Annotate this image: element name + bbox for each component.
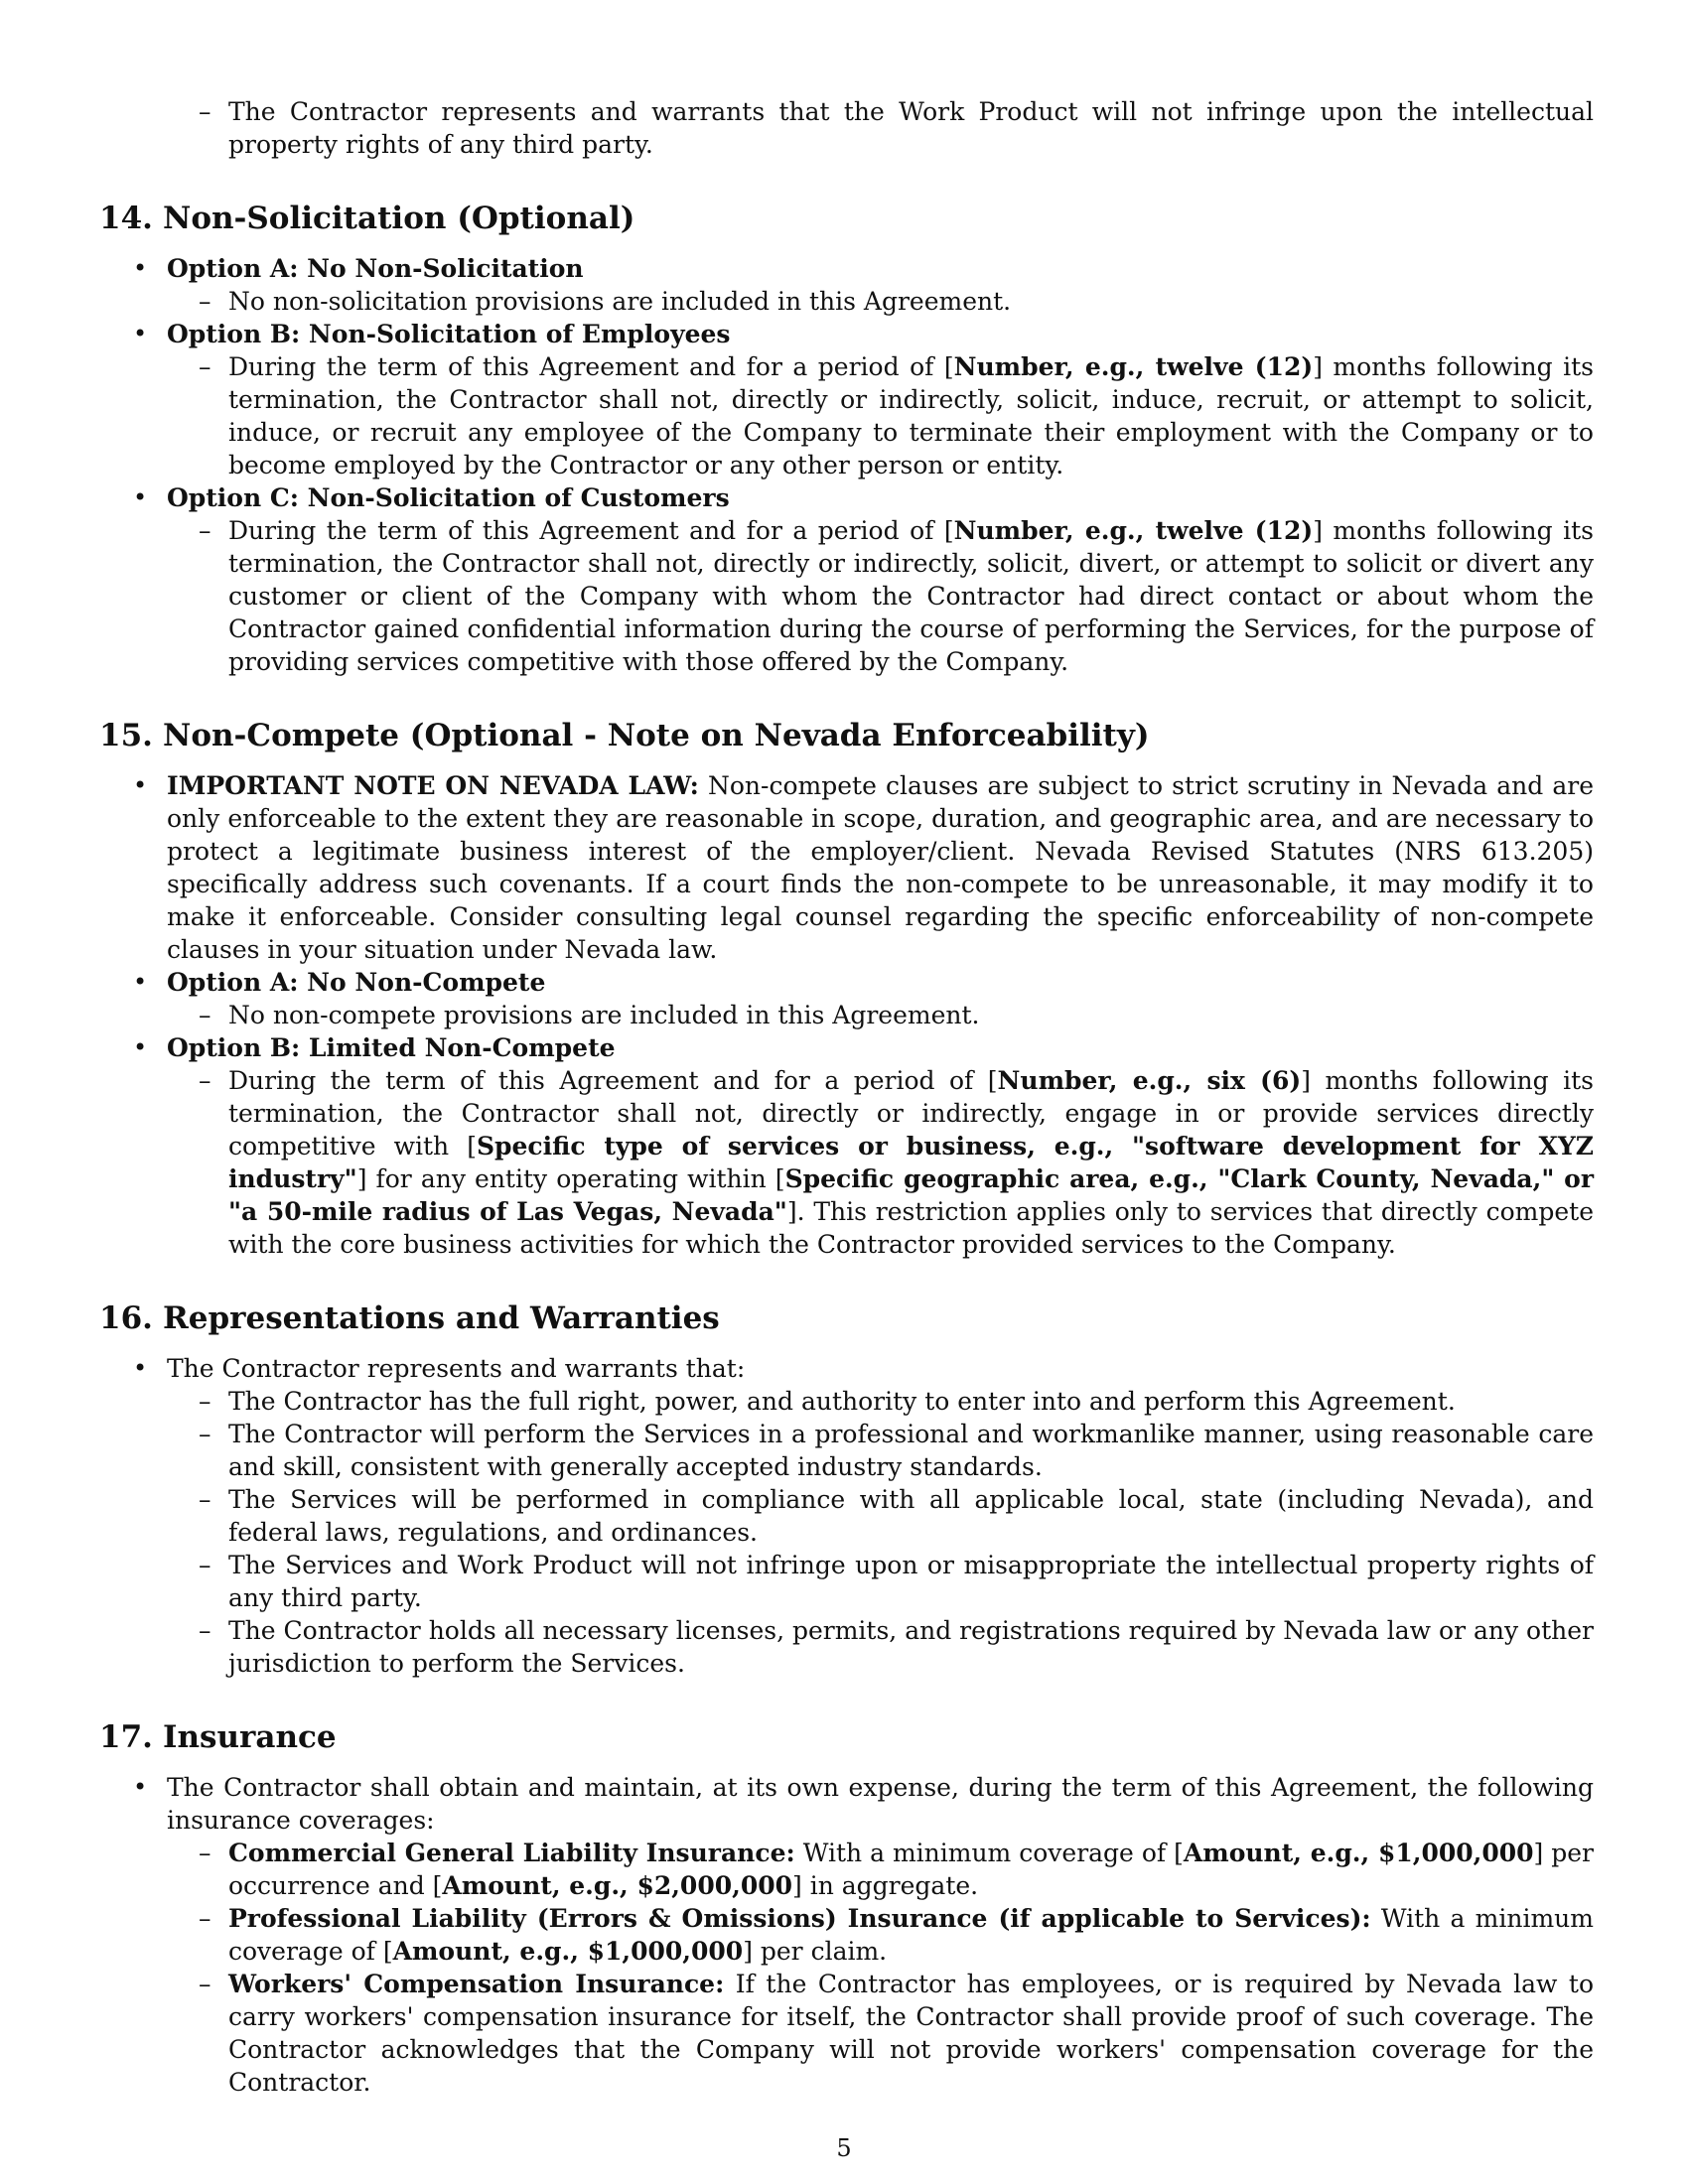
nevada-law-note: • IMPORTANT NOTE ON NEVADA LAW: Non-compete clauses are subject to strict scrutiny in Nevada and are only enforceable to the extent they are reasonable in scope, duration, and geographic area, and are necessary to protect a legitimate business interest of the employer/client. Nevada Revised Statutes (NRS 613.205) specifically address such covenants. If a court finds the non-compete to be unreasonable, it may modify it to make it enforceable. Consider consulting legal counsel regarding the specific enforceability of non-compete clauses in your situation under Nevada law. xyxy=(99,769,1594,966)
workers-comp-item: – Workers' Compensation Insurance: If the Contractor has employees, or is required by Nevada law to carry workers' compensation insurance for itself, the Contractor shall provide proof of such coverage. The Contractor acknowledges that the Company will not provide workers' compensation coverage for the Contractor. xyxy=(167,1968,1594,2099)
list-item: – The Services and Work Product will not infringe upon or misappropriate the intellectual property rights of any third party. xyxy=(167,1549,1594,1614)
option-label: Option B: Non-Solicitation of Employees xyxy=(167,320,731,348)
option-b-item xyxy=(99,1031,1594,1261)
list-item: – The Services will be performed in compliance with all applicable local, state (including Nevada), and federal laws, regulations, and ordinances. xyxy=(167,1483,1594,1549)
section-number: 17. xyxy=(99,1719,153,1755)
intro-list xyxy=(99,95,1594,161)
section-number: 15. xyxy=(99,718,153,753)
intro-warranty-item: – The Contractor represents and warrants that the Work Product will not infringe upon the intellectual property rights of any third party. xyxy=(99,95,1594,161)
professional-liability-item: – Professional Liability (Errors & Omissions) Insurance (if applicable to Services): With a minimum coverage of [Amount, e.g., $1,000,000] per claim. xyxy=(167,1902,1594,1968)
section-16-heading xyxy=(99,1298,1594,1338)
section-15-heading xyxy=(99,716,1594,755)
list-item: – The Contractor will perform the Services in a professional and workmanlike manner, using reasonable care and skill, consistent with generally accepted industry standards. xyxy=(167,1418,1594,1483)
section-15-options xyxy=(99,769,1594,1261)
section-14-heading xyxy=(99,199,1594,238)
list-item: – The Contractor has the full right, power, and authority to enter into and perform this Agreement. xyxy=(167,1385,1594,1418)
option-text: – During the term of this Agreement and for a period of [Number, e.g., six (6)] months following its termination, the Contractor shall not, directly or indirectly, engage in or provide services directly competitive with [Specific type of services or business, e.g., "software development for XYZ industry"] for any entity operating within [Specific geographic area, e.g., "Clark County, Nevada," or "a 50-mile radius of Las Vegas, Nevada"]. This restriction applies only to services that directly compete with the core business activities for which the Contractor provided services to the Company. xyxy=(167,1064,1594,1261)
section-16-list xyxy=(99,1352,1594,1680)
option-text: – During the term of this Agreement and for a period of [Number, e.g., twelve (12)] months following its termination, the Contractor shall not, directly or indirectly, solicit, divert, or attempt to solicit or divert any customer or client of the Company with whom the Contractor had direct contact or about whom the Contractor gained confidential information during the course of performing the Services, for the purpose of providing services competitive with those offered by the Company. xyxy=(167,514,1594,678)
document-body xyxy=(99,95,1594,2099)
option-label: Option B: Limited Non-Compete xyxy=(167,1033,616,1062)
section-title: Non-Solicitation (Optional) xyxy=(163,201,635,236)
option-label: Option C: Non-Solicitation of Customers xyxy=(167,483,730,512)
warranties-lead: • The Contractor represents and warrants that: – The Contractor has the full right, power, and authority to enter into and perform this Agreement. – The Contractor will perform the Services in a professional and workmanlike manner, using reasonable care and skill, consistent with generally accepted industry standards. – The Services will be performed in compliance with all applicable local, state (including Nevada), and federal laws, regulations, and ordinances. – The Services and Work Product will not infringe upon or misappropriate the intellectual property rights of any third party. – The Contractor holds all necessary licenses, permits, and registrations required by Nevada law or any other jurisdiction to perform the Services. xyxy=(99,1352,1594,1680)
option-text: – During the term of this Agreement and for a period of [Number, e.g., twelve (12)] months following its termination, the Contractor shall not, directly or indirectly, solicit, induce, recruit, or attempt to solicit, induce, or recruit any employee of the Company to terminate their employment with the Company or to become employed by the Contractor or any other person or entity. xyxy=(167,350,1594,481)
option-text: – No non-compete provisions are included in this Agreement. xyxy=(167,999,1594,1031)
option-c-item xyxy=(99,481,1594,678)
section-17-heading xyxy=(99,1717,1594,1757)
cgl-insurance-item: – Commercial General Liability Insurance: With a minimum coverage of [Amount, e.g., $1,000,000] per occurrence and [Amount, e.g., $2,000,000] in aggregate. xyxy=(167,1837,1594,1902)
option-a-item xyxy=(99,252,1594,318)
option-label: Option A: No Non-Compete xyxy=(167,968,546,997)
section-title: Representations and Warranties xyxy=(163,1300,720,1336)
insurance-lead: • The Contractor shall obtain and maintain, at its own expense, during the term of this Agreement, the following insurance coverages: – Commercial General Liability Insurance: With a minimum coverage of [Amount, e.g., $1,000,000] per occurrence and [Amount, e.g., $2,000,000] in aggregate. – Professional Liability (Errors & Omissions) Insurance (if applicable to Services): With a minimum coverage of [Amount, e.g., $1,000,000] per claim. – Workers' Compensation Insurance: If the Contractor has employees, or is required by Nevada law to carry workers' compensation insurance for itself, the Contractor shall provide proof of such coverage. The Contractor acknowledges that the Company will not provide workers' compensation coverage for the Contractor. xyxy=(99,1771,1594,2099)
section-number: 14. xyxy=(99,201,153,236)
section-title: Insurance xyxy=(163,1719,337,1755)
section-number: 16. xyxy=(99,1300,153,1336)
option-a-item xyxy=(99,966,1594,1031)
list-item: – The Contractor holds all necessary licenses, permits, and registrations required by Nevada law or any other jurisdiction to perform the Services. xyxy=(167,1614,1594,1680)
option-b-item xyxy=(99,318,1594,481)
option-label: Option A: No Non-Solicitation xyxy=(167,254,584,283)
section-17-list xyxy=(99,1771,1594,2099)
option-text: – No non-solicitation provisions are included in this Agreement. xyxy=(167,285,1594,318)
section-14-options xyxy=(99,252,1594,678)
page-number: 5 xyxy=(836,2134,852,2162)
section-title: Non-Compete (Optional - Note on Nevada Enforceability) xyxy=(163,718,1150,753)
